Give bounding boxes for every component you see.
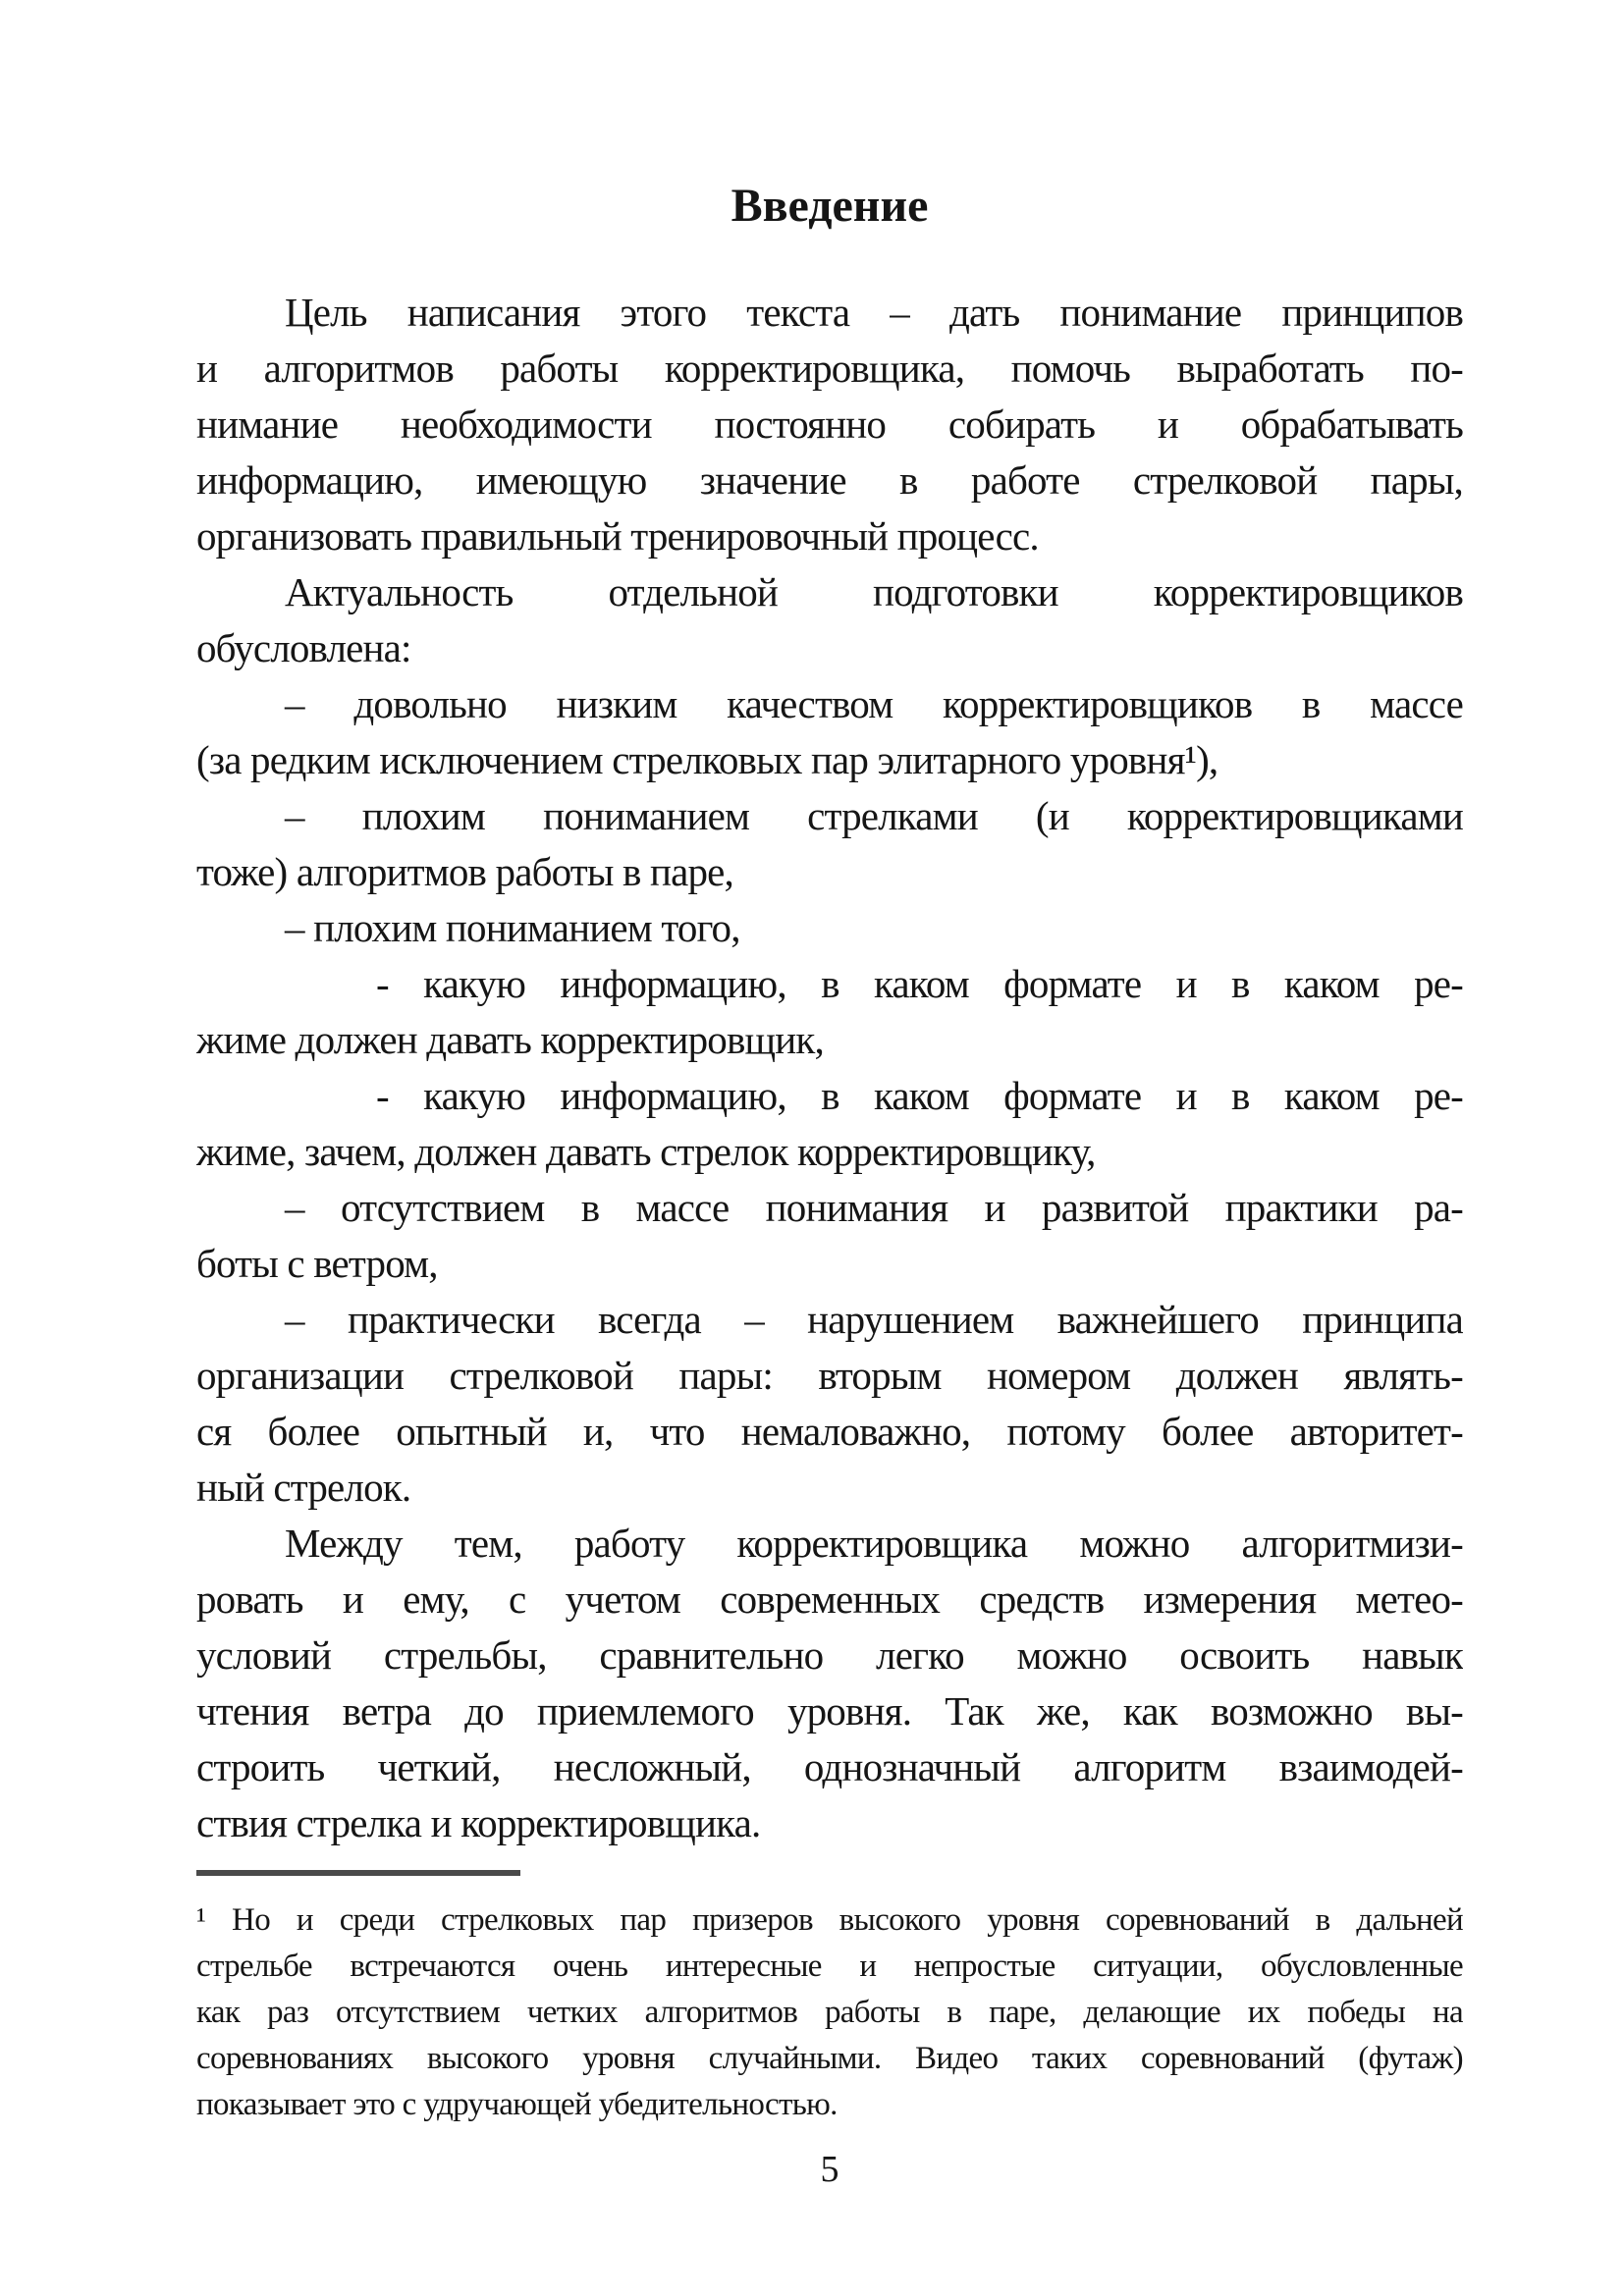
body-line: ся более опытный и, что немаловажно, потому более авторитет- <box>196 1409 1463 1454</box>
body-line sub-list-item: - какую информацию, в каком формате и в каком ре- <box>376 1073 1463 1118</box>
footnote-text <box>196 1897 1463 2128</box>
body-line: информацию, имеющую значение в работе стрелковой пары, <box>196 457 1463 503</box>
body-line: организации стрелковой пары: вторым номером должен являть- <box>196 1353 1463 1398</box>
footnote-line: как раз отсутствием четких алгоритмов работы в паре, делающие их победы на <box>196 1995 1463 2030</box>
body-line: (за редким исключением стрелковых пар элитарного уровня¹), <box>196 737 1218 782</box>
body-line: и алгоритмов работы корректировщика, помочь выработать по- <box>196 346 1463 391</box>
page-number: 5 <box>820 2149 839 2190</box>
body-line: Актуальность отдельной подготовки корректировщиков <box>285 569 1463 614</box>
body-line list-item: – плохим пониманием стрелками (и корректировщиками <box>285 793 1463 838</box>
body-line sub-list-item: - какую информацию, в каком формате и в каком ре- <box>376 961 1463 1006</box>
body-line: организовать правильный тренировочный процесс. <box>196 513 1039 559</box>
page-title: Введение <box>731 180 929 232</box>
body-line: Цель написания этого текста – дать понимание принципов <box>285 290 1463 335</box>
footnote-line: стрельбе встречаются очень интересные и непростые ситуации, обусловленные <box>196 1949 1463 1984</box>
body-line list-item: – практически всегда – нарушением важнейшего принципа <box>285 1297 1463 1342</box>
footnote-line: соревнованиях высокого уровня случайными. Видео таких соревнований (футаж) <box>196 2041 1463 2076</box>
text-column <box>196 0 1463 2296</box>
body-line: ровать и ему, с учетом современных средств измерения метео- <box>196 1576 1463 1622</box>
body-line: тоже) алгоритмов работы в паре, <box>196 849 733 894</box>
body-line list-item: – плохим пониманием того, <box>285 905 740 950</box>
body-line: жиме должен давать корректировщик, <box>196 1017 824 1062</box>
body-text <box>196 285 1463 1851</box>
body-line list-item: – довольно низким качеством корректировщиков в массе <box>285 681 1463 726</box>
body-line: строить четкий, несложный, однозначный алгоритм взаимодей- <box>196 1744 1463 1789</box>
footnote-divider <box>196 1870 520 1876</box>
body-line: боты с ветром, <box>196 1241 438 1286</box>
footnote-line: ¹ Но и среди стрелковых пар призеров высокого уровня соревнований в дальней <box>196 1902 1463 1938</box>
body-line: ствия стрелка и корректировщика. <box>196 1800 761 1845</box>
body-line: Между тем, работу корректировщика можно алгоритмизи- <box>285 1521 1463 1566</box>
body-line list-item: – отсутствием в массе понимания и развитой практики ра- <box>285 1185 1463 1230</box>
body-line: нимание необходимости постоянно собирать и обрабатывать <box>196 401 1463 447</box>
body-line: жиме, зачем, должен давать стрелок корректировщику, <box>196 1129 1096 1174</box>
footnote-line: показывает это с удручающей убедительностью. <box>196 2087 838 2122</box>
body-line: ный стрелок. <box>196 1465 411 1510</box>
body-line: чтения ветра до приемлемого уровня. Так же, как возможно вы- <box>196 1688 1463 1734</box>
body-line: обусловлена: <box>196 625 411 670</box>
body-line: условий стрельбы, сравнительно легко можно освоить навык <box>196 1632 1463 1678</box>
